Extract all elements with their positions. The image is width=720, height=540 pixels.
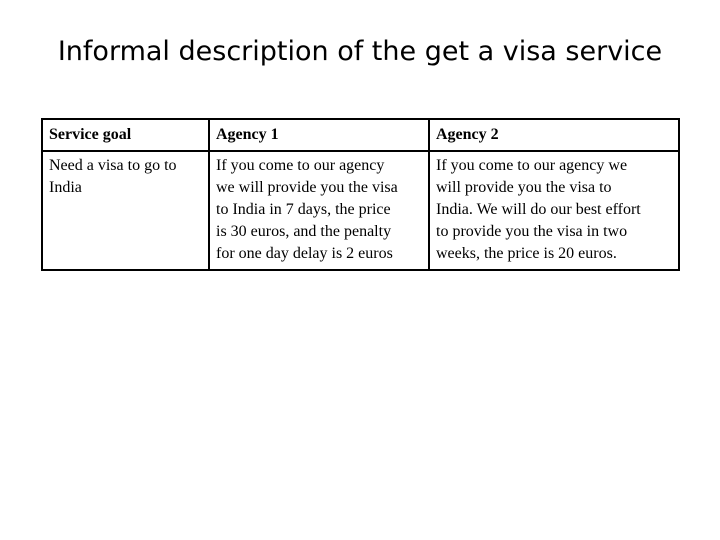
service-comparison-table [41,118,680,271]
cell-line: we will provide you the visa [216,179,398,196]
header-service-goal: Service goal [42,119,209,151]
cell-line: Need a visa to go to [49,157,177,174]
cell-line: weeks, the price is 20 euros. [436,245,617,262]
cell-line: If you come to our agency we [436,157,628,174]
cell-line: to provide you the visa in two [436,223,628,240]
cell-line: will provide you the visa to [436,179,612,196]
cell-line: for one day delay is 2 euros [216,245,393,262]
header-agency-1: Agency 1 [209,119,429,151]
table-header-row [42,119,679,151]
cell-line: to India in 7 days, the price [216,201,391,218]
cell-line: is 30 euros, and the penalty [216,223,392,240]
cell-line: India [49,179,82,196]
cell-agency-2 [429,151,679,270]
cell-agency-1 [209,151,429,270]
cell-line: India. We will do our best effort [436,201,641,218]
table-row [42,151,679,270]
slide-title: Informal description of the get a visa service [57,36,663,67]
header-agency-2: Agency 2 [429,119,679,151]
cell-service-goal [42,151,209,270]
service-table-container [41,118,678,271]
cell-line: If you come to our agency [216,157,385,174]
